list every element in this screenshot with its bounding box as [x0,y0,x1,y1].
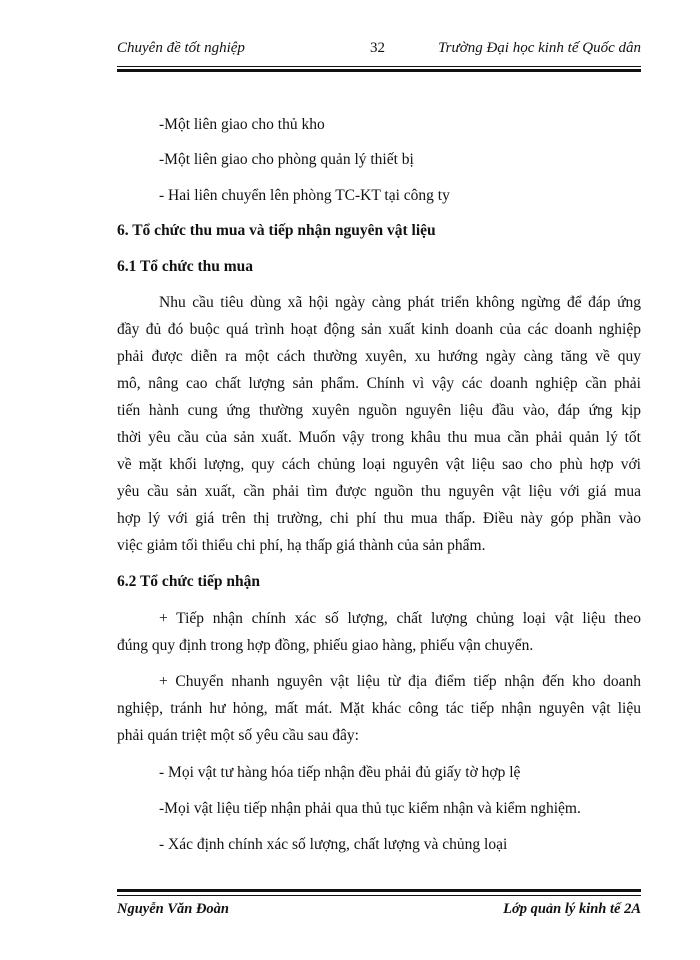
list-item: -Một liên giao cho phòng quản lý thiết bị [159,151,414,168]
paragraph-line: mô, nâng cao chất lượng sản phẩm. Chính vì vậy các doanh nghiệp cần phải [117,375,641,392]
paragraph-line: phải được diễn ra một cách thường xuyên, xu hướng ngày càng tăng về quy [117,348,641,365]
paragraph-line: đúng quy định trong hợp đồng, phiếu giao hàng, phiếu vận chuyển. [117,637,534,654]
header-title: Chuyên đề tốt nghiệp [117,40,245,56]
list-item: -Mọi vật liệu tiếp nhận phải qua thủ tục kiểm nhận và kiểm nghiệm. [159,800,581,817]
paragraph-line: Nhu cầu tiêu dùng xã hội ngày càng phát triển không ngừng để đáp ứng [159,294,641,311]
paragraph-line: + Tiếp nhận chính xác số lượng, chất lượng chủng loại vật liệu theo [159,610,641,627]
list-item: -Một liên giao cho thủ kho [159,116,325,133]
paragraph-line: phải quán triệt một số yêu cầu sau đây: [117,727,359,744]
section-heading-6-1: 6.1 Tổ chức thu mua [117,258,254,275]
paragraph-line: yêu cầu sản xuất, cần phải tìm được nguồn thu nguyên vật liệu với giá mua [117,483,641,500]
footer-class: Lớp quản lý kinh tế 2A [503,901,641,917]
paragraph-line: tiến hành cung ứng thường xuyên nguồn nguyên liệu đầu vào, đáp ứng kịp [117,402,641,419]
footer-author: Nguyễn Văn Đoàn [117,901,229,917]
footer-rule-thin [117,895,641,896]
list-item: - Mọi vật tư hàng hóa tiếp nhận đều phải đủ giấy tờ hợp lệ [159,764,521,781]
section-heading-6-2: 6.2 Tổ chức tiếp nhận [117,573,260,590]
paragraph-line: việc giảm tối thiểu chi phí, hạ thấp giá thành của sản phẩm. [117,537,486,554]
paragraph-line: hợp lý với giá trên thị trường, chi phí thu mua thấp. Điều này góp phần vào [117,510,641,527]
header-school: Trường Đại học kinh tế Quốc dân [438,40,641,56]
header-rule-thick [117,69,641,72]
section-heading-6: 6. Tổ chức thu mua và tiếp nhận nguyên vật liệu [117,222,436,239]
paragraph-line: nghiệp, tránh hư hỏng, mất mát. Mặt khác công tác tiếp nhận nguyên vật liệu [117,700,641,717]
footer-rule-thick [117,889,641,892]
page-header [117,40,641,64]
paragraph-line: đầy đủ đó buộc quá trình hoạt động sản xuất kinh doanh của các doanh nghiệp [117,321,641,338]
list-item: - Xác định chính xác số lượng, chất lượng và chủng loại [159,836,508,853]
header-rule-thin [117,66,641,67]
list-item: - Hai liên chuyển lên phòng TC-KT tại công ty [159,187,450,204]
paragraph-line: thời yêu cầu của sản xuất. Muốn vậy trong khâu thu mua cần phải quản lý tốt [117,429,641,446]
paragraph-line: + Chuyển nhanh nguyên vật liệu từ địa điểm tiếp nhận đến kho doanh [159,673,641,690]
page-number: 32 [370,40,385,56]
paragraph-line: về mặt khối lượng, quy cách chủng loại nguyên vật liệu sao cho phù hợp với [117,456,641,473]
